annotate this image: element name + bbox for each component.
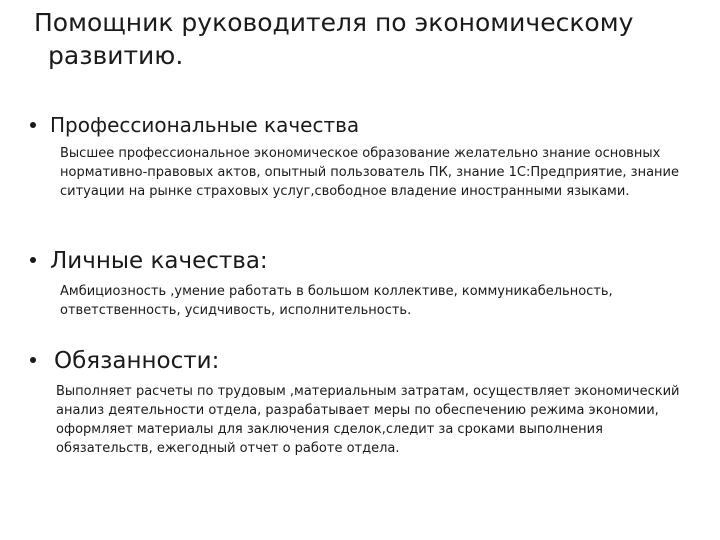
- section-personal-qualities: [30, 246, 700, 320]
- bullet-icon: [30, 257, 36, 263]
- section-heading: Профессиональные качества: [50, 113, 360, 137]
- section-heading-row: [30, 246, 700, 276]
- slide-title: [34, 6, 704, 72]
- section-heading: Обязанности:: [54, 348, 220, 374]
- section-duties: [30, 346, 700, 458]
- section-body: Амбициозность ,умение работать в большом коллективе, коммуникабельность, ответственность, усидчивость, исполнительность.: [60, 284, 613, 318]
- slide-title-line-2: развитию.: [48, 41, 184, 70]
- bullet-icon: [30, 122, 36, 128]
- section-heading-row: [30, 346, 700, 376]
- bullet-icon: [30, 357, 36, 363]
- section-heading: Личные качества:: [50, 248, 268, 274]
- section-body: Выполняет расчеты по трудовым ,материальным затратам, осуществляет экономический анализ деятельности отдела, разрабатывает меры по обеспечению режима экономии, оформляет материалы для заключения сделок,следит за сроками выполнения обязательств, ежегодный отчет о работе отдела.: [56, 384, 680, 456]
- section-professional-qualities: [30, 112, 700, 201]
- section-body: Высшее профессиональное экономическое образование желательно знание основных нормативно-правовых актов, опытный пользователь ПК, знание 1С:Предприятие, знание ситуации на рынке страховых услуг,свободное владение иностранными языками.: [60, 146, 679, 199]
- slide-title-line-1: Помощник руководителя по экономическому: [34, 8, 634, 37]
- section-heading-row: [30, 112, 700, 138]
